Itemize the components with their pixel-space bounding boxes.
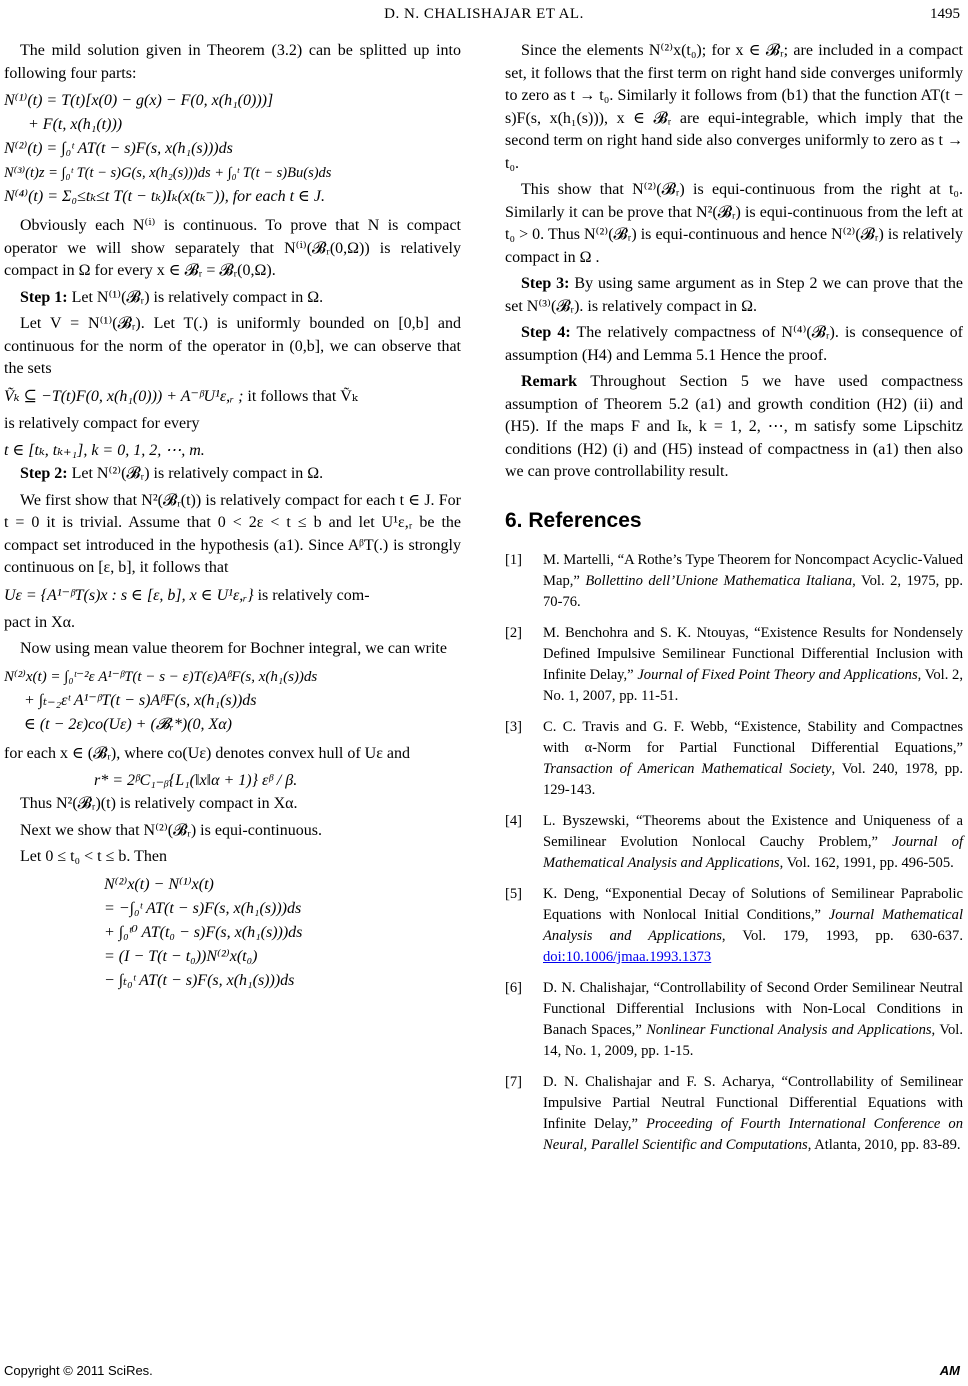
equation-u: Uε = {A¹⁻ᵝT(s)x : s ∈ [ε, b], x ∈ U¹ε,ᵣ}: [4, 586, 254, 604]
page-number: 1495: [930, 6, 960, 22]
vk-tail: it follows that Ṽₖ: [247, 387, 358, 405]
reference-venue: Journal of Mathematical Analysis and Applications: [543, 834, 963, 871]
step2-paragraph: [4, 463, 461, 486]
reference-number: [1]: [505, 552, 523, 568]
equation-t-range: t ∈ [tₖ, tₖ₊₁], k = 0, 1, 2, ⋯, m.: [4, 442, 205, 459]
right-column: [505, 40, 963, 1166]
reference-venue: Proceeding of Fourth International Conference on Neural, Parallel Scientific and Computations: [543, 1116, 963, 1153]
equation-d3: + ∫₀ᵗ⁰ AT(t₀ − s)F(s, x(h₁(s)))ds: [104, 923, 303, 941]
reference-item: [505, 717, 963, 801]
reference-list: [505, 550, 963, 1156]
equation-block-parts: [4, 89, 461, 209]
step4-paragraph: [505, 322, 963, 367]
paragraph-let-t0: Let 0 ≤ t₀ < t ≤ b. Then: [20, 848, 167, 865]
step2-text: Let N⁽²⁾(𝓑ᵣ) is relatively compact in Ω.: [67, 465, 324, 482]
reference-number: [3]: [505, 719, 523, 735]
reference-venue: Journal of Fixed Point Theory and Applications: [637, 667, 918, 683]
reference-text: L. Byszewski, “Theorems about the Existence and Uniqueness of a Semilinear Evolution Nonlocal Cauchy Problem,”: [543, 813, 963, 850]
paragraph-first-show: We first show that N²(𝓑ᵣ(t)) is relatively compact for each t ∈ J. For t = 0 it is trivial. Assume that 0 < 2ε < t ≤ b and let U¹ε,ᵣ be the compact set introduced in the hypothesis (a1). Since AᵝT(.) is strongly continuous on [ε, b], it follows that: [4, 491, 461, 576]
step3-text: By using same argument as in Step 2 we can prove that the set N⁽³⁾(𝓑ᵣ). is relatively compact in Ω.: [505, 275, 963, 315]
equation-vk: Ṽₖ ⊆ −T(t)F(0, x(h₁(0))) + A⁻ᵝU¹ε,ᵣ ;: [4, 387, 244, 405]
equation-d1: N⁽²⁾x(t) − N⁽¹⁾x(t): [104, 875, 214, 893]
equation-d4: = (I − T(t − t₀))N⁽²⁾x(t₀): [104, 947, 258, 965]
paragraph-mean-value: Now using mean value theorem for Bochner integral, we can write: [20, 640, 447, 657]
reference-doi-link[interactable]: doi:10.1006/jmaa.1993.1373: [543, 949, 712, 965]
equation-mv2: + ∫ₜ₋₂εᵗ A¹⁻ᵝT(t − s)AᵝF(s, x(h₁(s))ds: [4, 691, 257, 709]
u-line: [4, 584, 461, 608]
paragraph-for-each: for each x ∈ (𝓑ᵣ), where co(Uε) denotes convex hull of Uε and: [4, 744, 411, 762]
paragraph-next: Next we show that N⁽²⁾(𝓑ᵣ) is equi-continuous.: [20, 821, 322, 839]
reference-details: , Vol. 2, 1975, pp. 70-76.: [543, 573, 963, 610]
reference-item: [505, 550, 963, 613]
step4-label: Step 4:: [521, 324, 571, 341]
equation-mv3: ∈ (t − 2ε)co(Uε) + (𝓑ᵣ*)(0, Xα): [4, 715, 232, 733]
remark-paragraph: [505, 371, 963, 484]
reference-venue: Nonlinear Functional Analysis and Applications: [646, 1022, 932, 1038]
equation-d5: − ∫ₜ₀ᵗ AT(t − s)F(s, x(h₁(s)))ds: [104, 971, 295, 989]
reference-number: [5]: [505, 886, 523, 902]
left-column: [4, 40, 461, 999]
reference-details: , Vol. 2, No. 1, 2007, pp. 11-51.: [543, 667, 963, 704]
remark-text: Throughout Section 5 we have used compactness assumption of Theorem 5.2 (a1) and growth condition (H2) (ii) and (H5). If the maps F and Iₖ, k = 1, 2, ⋯, m satisfy some Lipschitz conditions (H2) (i) and (H5) instead of compactness in (a1) then also we can prove controllability result.: [505, 373, 963, 480]
reference-details: , Vol. 179, 1993, pp. 630-637.: [721, 928, 963, 944]
step3-label: Step 3:: [521, 275, 570, 292]
step2-label: Step 2:: [20, 465, 68, 482]
step4-text: The relatively compactness of N⁽⁴⁾(𝓑ᵣ). is consequence of assumption (H4) and Lemma 5.1 Hence the proof.: [505, 324, 963, 364]
reference-text: D. N. Chalishajar, “Controllability of Second Order Semilinear Neutral Functional Differential Inclusions with Non-Local Conditions in Banach Spaces,”: [543, 980, 963, 1038]
paragraph-rel-compact: is relatively compact for every: [4, 414, 200, 432]
references-heading: 6. References: [505, 508, 642, 532]
paragraph-since: Since the elements N⁽²⁾x(t₀); for x ∈ 𝓑ᵣ; are included in a compact set, it follows that the first term on right hand side converges uniformly to zero as t → t₀. Similarly it follows from (b1) that the function AT(t − s)F(s, x(h₁(s))), x ∈ 𝓑ᵣ are equi-integrable, which imply that the second term on right hand side also converges uniformly to zero as t → t₀.: [505, 42, 963, 172]
step1-paragraph: [4, 287, 461, 310]
intro-paragraph: The mild solution given in Theorem (3.2) can be splitted up into following four parts:: [4, 42, 461, 82]
reference-text: M. Martelli, “A Rothe’s Type Theorem for Noncompact Acyclic-Valued Map,”: [543, 552, 963, 589]
u-tail: is relatively com-: [257, 586, 370, 604]
equation-n4: N⁽⁴⁾(t) = Σ₀≤tₖ≤t T(t − tₖ)Iₖ(x(tₖ⁻)), for each t ∈ J.: [4, 188, 325, 205]
reference-venue: Bollettino dell’Unione Mathematica Italiana: [585, 573, 853, 589]
page-header: [0, 6, 968, 26]
equation-d2: = −∫₀ᵗ AT(t − s)F(s, x(h₁(s)))ds: [104, 899, 302, 917]
reference-text: D. N. Chalishajar and F. S. Acharya, “Controllability of Semilinear Impulsive Partial Neutral Functional Differential Equations with Infinite Delay,”: [543, 1074, 963, 1132]
reference-text: M. Benchohra and S. K. Ntouyas, “Existence Results for Nondensely Defined Impulsive Semilinear Functional Differential Inclusion with Infinite Delay,”: [543, 625, 963, 683]
reference-text: C. C. Travis and G. F. Webb, “Existence, Stability and Compactnes with α-Norm for Partial Functional Differential Equations,”: [543, 719, 963, 756]
equation-n3: N⁽³⁾(t)z = ∫₀ᵗ T(t − s)G(s, x(h₂(s)))ds + ∫₀ᵗ T(t − s)Bu(s)ds: [4, 165, 332, 181]
reference-item: [505, 1072, 963, 1156]
step1-label: Step 1:: [20, 288, 68, 306]
step3-paragraph: [505, 273, 963, 318]
reference-venue: Journal Mathematical Analysis and Applications: [543, 907, 964, 944]
reference-details: , Vol. 14, No. 1, 2009, pp. 1-15.: [543, 1022, 963, 1059]
reference-text: K. Deng, “Exponential Decay of Solutions of Semilinear Paprabolic Equations with Nonlocal Initial Conditions,”: [543, 886, 963, 923]
reference-number: [7]: [505, 1074, 523, 1090]
paragraph-obviously: Obviously each N⁽ⁱ⁾ is continuous. To prove that N is compact operator we will show separately that N⁽ⁱ⁾(𝓑ᵣ(0,Ω)) is relatively compact in Ω for every x ∈ 𝓑ᵣ = 𝓑ᵣ(0,Ω).: [4, 217, 461, 279]
paragraph-pact: pact in Xα.: [4, 613, 76, 631]
vk-line: [4, 385, 461, 409]
reference-number: [2]: [505, 625, 523, 641]
equation-n1-line2: + F(t, x(h₁(t))): [4, 116, 123, 133]
equation-block-mean-value: [4, 665, 461, 737]
journal-abbrev: AM: [939, 1363, 960, 1378]
reference-item: [505, 811, 963, 874]
reference-details: , Atlanta, 2010, pp. 83-89.: [807, 1137, 961, 1153]
reference-item: [505, 978, 963, 1062]
equation-block-difference: [4, 873, 461, 993]
equation-mv1: N⁽²⁾x(t) = ∫₀ᵗ⁻²ε A¹⁻ᵝT(t − s − ε)T(ε)AᵝF(s, x(h₁(s))ds: [4, 668, 318, 685]
reference-item: [505, 623, 963, 707]
reference-item: [505, 884, 963, 968]
paragraph-this-show: This show that N⁽²⁾(𝓑ᵣ) is equi-continuous from the right at t₀. Similarly it can be prove that N²(𝓑ᵣ) is equi-continuous from the left at t₀ > 0. Thus N⁽²⁾(𝓑ᵣ) is equi-continuous and hence N⁽²⁾(𝓑ᵣ) is relatively compact in Ω .: [505, 181, 963, 266]
equation-rstar: r* = 2ᵝC₁₋ᵦ{L₁(‖x‖α + 1)} εᵝ / β.: [94, 772, 298, 789]
reference-details: , Vol. 240, 1978, pp. 129-143.: [543, 761, 963, 798]
reference-venue: Transaction of American Mathematical Society: [543, 761, 832, 777]
reference-details: , Vol. 162, 1991, pp. 496-505.: [779, 855, 954, 871]
running-title: D. N. CHALISHAJAR ET AL.: [384, 6, 584, 22]
copyright-notice: Copyright © 2011 SciRes.: [4, 1363, 153, 1378]
paragraph-let-v: Let V = N⁽¹⁾(𝓑ᵣ). Let T(.) is uniformly bounded on [0,b] and continuous for the norm of the operator in (0,b], we can observe that the sets: [4, 315, 461, 377]
reference-number: [4]: [505, 813, 523, 829]
step1-text: Let N⁽¹⁾(𝓑ᵣ) is relatively compact in Ω.: [67, 288, 324, 306]
paragraph-thus: Thus N²(𝓑ᵣ)(t) is relatively compact in Xα.: [20, 795, 298, 812]
remark-label: Remark: [521, 373, 577, 390]
equation-n2: N⁽²⁾(t) = ∫₀ᵗ AT(t − s)F(s, x(h₁(s)))ds: [4, 140, 233, 157]
reference-number: [6]: [505, 980, 523, 996]
equation-n1-line1: N⁽¹⁾(t) = T(t)[x(0) − g(x) − F(0, x(h₁(0)))]: [4, 92, 274, 109]
